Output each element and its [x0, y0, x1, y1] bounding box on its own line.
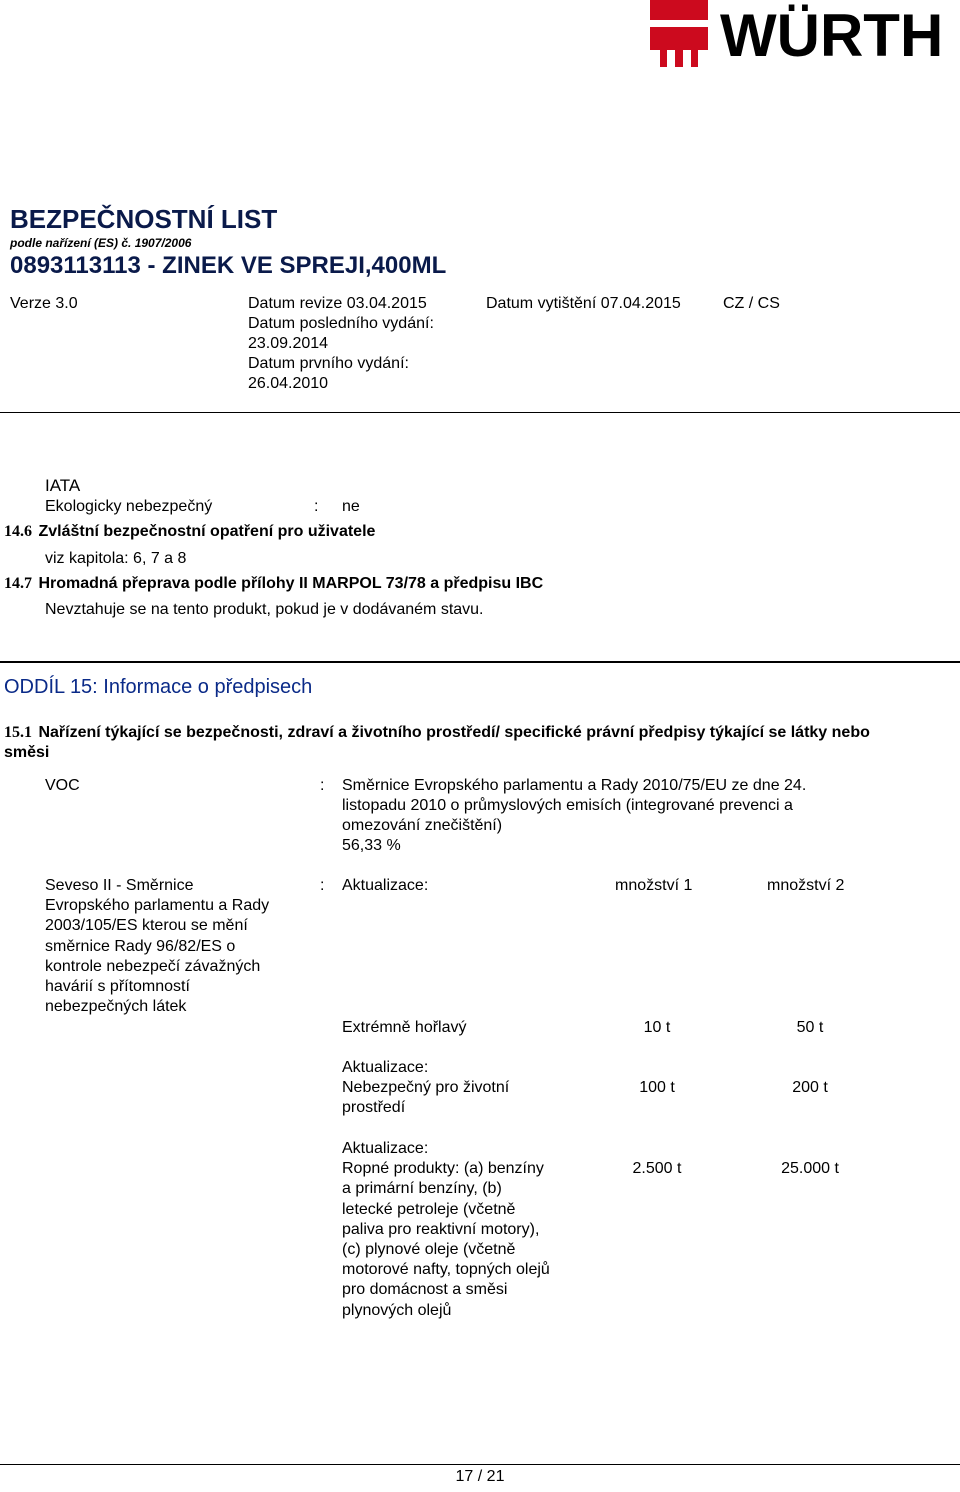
- logo-wordmark: WÜRTH: [720, 2, 944, 68]
- iata-colon: :: [314, 498, 319, 515]
- section-14-7-heading: [4, 574, 543, 594]
- seveso-row-line: Aktualizace:: [342, 1140, 429, 1157]
- print-date: Datum vytištění 07.04.2015: [486, 295, 681, 312]
- seveso-row-line: motorové nafty, topných olejů: [342, 1261, 550, 1279]
- locale: CZ / CS: [723, 295, 780, 312]
- section-14-7-number: 14.7: [4, 575, 32, 592]
- seveso-row-category: [342, 1139, 550, 1321]
- section-14-6-text: viz kapitola: 6, 7 a 8: [45, 550, 187, 567]
- seveso-label-line: Evropského parlamentu a Rady: [45, 897, 270, 915]
- iata-heading: IATA: [45, 476, 81, 495]
- seveso-row-category: [342, 1058, 509, 1119]
- section-14-6-number: 14.6: [4, 523, 32, 540]
- voc-colon: :: [320, 777, 325, 794]
- iata-label: Ekologicky nebezpečný: [45, 498, 213, 515]
- seveso-label: [45, 876, 269, 1017]
- voc-line-2: listopadu 2010 o průmyslových emisích (integrované prevenci a: [342, 797, 793, 814]
- last-issue-label: Datum posledního vydání:: [248, 315, 434, 332]
- seveso-header-update: Aktualizace:: [342, 877, 429, 894]
- section-15-1-heading: [4, 723, 870, 743]
- seveso-row-line: Ropné produkty: (a) benzíny: [342, 1160, 544, 1178]
- section-14-6-heading: [4, 522, 375, 542]
- seveso-row-line: letecké petroleje (včetně: [342, 1200, 516, 1218]
- seveso-row-line: prostředí: [342, 1099, 406, 1117]
- seveso-row-line: Aktualizace:: [342, 1059, 429, 1076]
- seveso-row-line: a primární benzíny, (b): [342, 1180, 502, 1198]
- seveso-header-quantity-2: množství 2: [767, 877, 845, 894]
- last-issue-date: 23.09.2014: [248, 335, 329, 352]
- seveso-row-line: paliva pro reaktivní motory),: [342, 1220, 540, 1238]
- revision-date: Datum revize 03.04.2015: [248, 295, 427, 312]
- seveso-row-quantity-1: 100 t: [639, 1079, 675, 1096]
- seveso-label-line: směrnice Rady 96/82/ES o: [45, 937, 236, 955]
- seveso-colon: :: [320, 877, 325, 894]
- first-issue-date: 26.04.2010: [248, 375, 329, 392]
- version: Verze 3.0: [10, 295, 78, 312]
- section-14-6-title: Zvláštní bezpečnostní opatření pro uživatele: [38, 523, 376, 540]
- page-number: 17 / 21: [455, 1468, 505, 1485]
- seveso-label-line: kontrole nebezpečí závažných: [45, 957, 261, 975]
- section-14-7-text: Nevztahuje se na tento produkt, pokud je v dodávaném stavu.: [45, 601, 484, 618]
- voc-label: VOC: [45, 777, 80, 794]
- voc-line-3: omezování znečištění): [342, 817, 503, 834]
- product-name: 0893113113 - ZINEK VE SPREJI,400ML: [10, 252, 447, 279]
- section-15-1-title: Nařízení týkající se bezpečnosti, zdraví a životního prostředí/ specifické právní předpisy týkající se látky nebo: [38, 724, 870, 741]
- seveso-row-quantity-2: 25.000 t: [781, 1160, 839, 1177]
- seveso-row-quantity-2: 200 t: [792, 1079, 828, 1096]
- seveso-row-line: Nebezpečný pro životní: [342, 1079, 510, 1097]
- iata-value: ne: [342, 498, 360, 515]
- section-14-7-title: Hromadná přeprava podle přílohy II MARPOL 73/78 a předpisu IBC: [38, 575, 544, 592]
- seveso-label-line: havárií s přítomností: [45, 978, 190, 996]
- seveso-row-line: plynových olejů: [342, 1301, 452, 1319]
- voc-value: 56,33 %: [342, 837, 401, 854]
- wurth-logo: [648, 0, 958, 68]
- document-subtitle: podle nařízení (ES) č. 1907/2006: [10, 236, 192, 250]
- seveso-row-quantity-1: 2.500 t: [632, 1160, 682, 1177]
- section-15-1-title-cont: směsi: [4, 744, 50, 761]
- seveso-label-line: 2003/105/ES kterou se mění: [45, 917, 248, 935]
- section-15-1-number: 15.1: [4, 724, 32, 741]
- seveso-row-line: (c) plynové oleje (včetně: [342, 1241, 516, 1259]
- seveso-label-line: Seveso II - Směrnice: [45, 877, 194, 894]
- section-15-divider: [0, 661, 960, 663]
- seveso-label-line: nebezpečných látek: [45, 998, 187, 1016]
- voc-line-1: Směrnice Evropského parlamentu a Rady 2010/75/EU ze dne 24.: [342, 777, 807, 794]
- seveso-row-category: Extrémně hořlavý: [342, 1019, 467, 1036]
- header-divider: [0, 412, 960, 413]
- seveso-row-quantity-1: 10 t: [643, 1019, 671, 1036]
- seveso-header-quantity-1: množství 1: [615, 877, 693, 894]
- seveso-row-line: pro domácnost a směsi: [342, 1281, 508, 1299]
- first-issue-label: Datum prvního vydání:: [248, 355, 409, 372]
- document-title: BEZPEČNOSTNÍ LIST: [10, 204, 278, 234]
- seveso-row-quantity-2: 50 t: [796, 1019, 824, 1036]
- section-15-title: ODDÍL 15: Informace o předpisech: [4, 676, 313, 698]
